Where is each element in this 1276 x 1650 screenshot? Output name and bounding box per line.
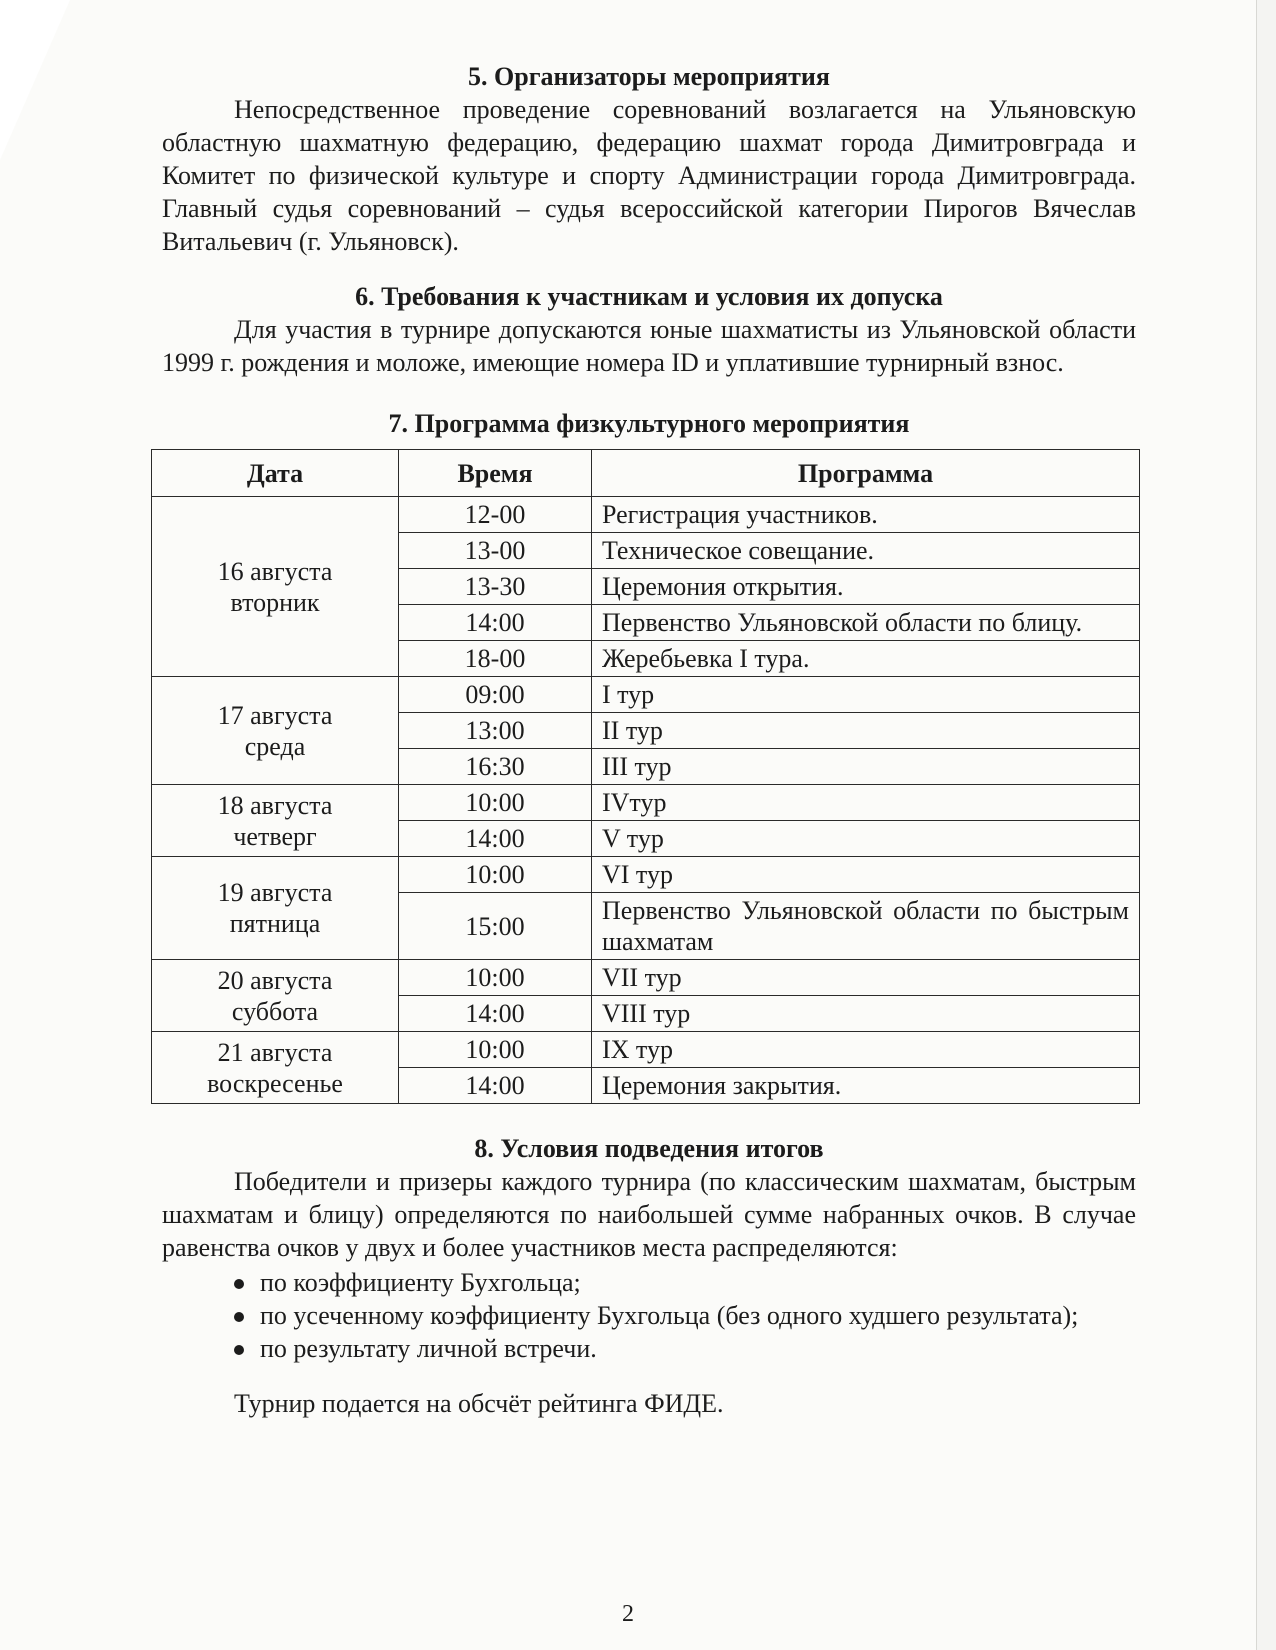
page-fold-corner bbox=[0, 0, 70, 160]
program-cell: VI тур bbox=[592, 857, 1140, 893]
time-cell: 13:00 bbox=[399, 713, 592, 749]
list-item: по коэффициенту Бухгольца; bbox=[232, 1266, 1136, 1299]
time-cell: 16:30 bbox=[399, 749, 592, 785]
time-cell: 14:00 bbox=[399, 1068, 592, 1104]
section-6-text: Для участия в турнире допускаются юные шахматисты из Ульяновской области 1999 г. рождения и моложе, имеющие номера ID и уплатившие турнирный взнос. bbox=[162, 315, 1136, 377]
page-number: 2 bbox=[622, 1601, 634, 1627]
schedule-table bbox=[151, 449, 1140, 1104]
program-cell: V тур bbox=[592, 821, 1140, 857]
program-cell: II тур bbox=[592, 713, 1140, 749]
program-cell: Регистрация участников. bbox=[592, 497, 1140, 533]
program-cell: VIII тур bbox=[592, 996, 1140, 1032]
date-label: 19 августа bbox=[217, 878, 333, 907]
weekday-label: суббота bbox=[231, 996, 319, 1026]
table-row bbox=[152, 960, 1140, 996]
tiebreak-list bbox=[162, 1266, 1136, 1365]
table-row bbox=[152, 857, 1140, 893]
program-cell: III тур bbox=[592, 749, 1140, 785]
date-label: 20 августа bbox=[217, 965, 333, 995]
time-cell: 10:00 bbox=[399, 960, 592, 996]
program-cell: IX тур bbox=[592, 1032, 1140, 1068]
time-cell: 10:00 bbox=[399, 1032, 592, 1068]
section-8-text: Победители и призеры каждого турнира (по классическим шахматам, быстрым шахматам и блицу) определяются по наибольшей сумме набранных очков. В случае равенства очков у двух и более участников места распределяются: bbox=[162, 1167, 1136, 1262]
time-cell: 13-30 bbox=[399, 569, 592, 605]
time-cell: 14:00 bbox=[399, 605, 592, 641]
program-cell: IVтур bbox=[592, 785, 1140, 821]
program-cell: I тур bbox=[592, 677, 1140, 713]
section-5-title: 5. Организаторы мероприятия bbox=[468, 62, 830, 91]
schedule-body bbox=[152, 497, 1140, 1104]
table-row bbox=[152, 677, 1140, 713]
time-cell: 10:00 bbox=[399, 785, 592, 821]
header-program: Программа bbox=[592, 450, 1140, 497]
program-cell: Жеребьевка I тура. bbox=[592, 641, 1140, 677]
program-cell: Церемония открытия. bbox=[592, 569, 1140, 605]
program-cell: Первенство Ульяновской области по быстрым шахматам bbox=[592, 893, 1140, 960]
time-cell: 14:00 bbox=[399, 821, 592, 857]
date-label: 18 августа bbox=[217, 790, 333, 820]
date-label: 21 августа bbox=[217, 1037, 333, 1067]
date-label: 17 августа bbox=[217, 700, 333, 730]
weekday-label: воскресенье bbox=[207, 1068, 343, 1098]
table-header-row bbox=[152, 450, 1140, 497]
program-cell: Первенство Ульяновской области по блицу. bbox=[592, 605, 1140, 641]
time-cell: 09:00 bbox=[399, 677, 592, 713]
closing-text: Турнир подается на обсчёт рейтинга ФИДЕ. bbox=[234, 1389, 724, 1418]
weekday-label: вторник bbox=[230, 587, 320, 617]
date-label: 16 августа bbox=[217, 556, 333, 586]
time-cell: 18-00 bbox=[399, 641, 592, 677]
program-cell: Техническое совещание. bbox=[592, 533, 1140, 569]
header-time: Время bbox=[399, 450, 592, 497]
list-item: по усеченному коэффициенту Бухгольца (без одного худшего результата); bbox=[232, 1299, 1136, 1332]
time-cell: 10:00 bbox=[399, 857, 592, 893]
date-cell bbox=[152, 497, 399, 677]
date-cell bbox=[152, 960, 399, 1032]
table-row bbox=[152, 785, 1140, 821]
time-cell: 13-00 bbox=[399, 533, 592, 569]
time-cell: 12-00 bbox=[399, 497, 592, 533]
date-cell bbox=[152, 785, 399, 857]
section-7-title: 7. Программа физкультурного мероприятия bbox=[388, 409, 910, 438]
program-cell: VII тур bbox=[592, 960, 1140, 996]
date-cell bbox=[152, 857, 399, 960]
weekday-label: четверг bbox=[233, 821, 317, 851]
program-cell: Церемония закрытия. bbox=[592, 1068, 1140, 1104]
document-content bbox=[162, 60, 1136, 1420]
header-date: Дата bbox=[152, 450, 399, 497]
time-cell: 15:00 bbox=[399, 893, 592, 960]
date-cell bbox=[152, 677, 399, 785]
section-8-title: 8. Условия подведения итогов bbox=[474, 1134, 824, 1163]
time-cell: 14:00 bbox=[399, 996, 592, 1032]
weekday-label: пятница bbox=[229, 909, 321, 938]
table-row bbox=[152, 497, 1140, 533]
weekday-label: среда bbox=[244, 731, 306, 761]
table-row bbox=[152, 1032, 1140, 1068]
section-5-text: Непосредственное проведение соревнований возлагается на Ульяновскую областную шахматную федерацию, федерацию шахмат города Димитровграда и Комитет по физической культуре и спорту Администрации города Димитровграда. Главный судья соревнований – судья всероссийской категории Пирогов Вячеслав Витальевич (г. Ульяновск). bbox=[162, 95, 1136, 256]
section-6-title: 6. Требования к участникам и условия их допуска bbox=[355, 282, 943, 311]
date-cell bbox=[152, 1032, 399, 1104]
list-item: по результату личной встречи. bbox=[232, 1332, 1136, 1365]
